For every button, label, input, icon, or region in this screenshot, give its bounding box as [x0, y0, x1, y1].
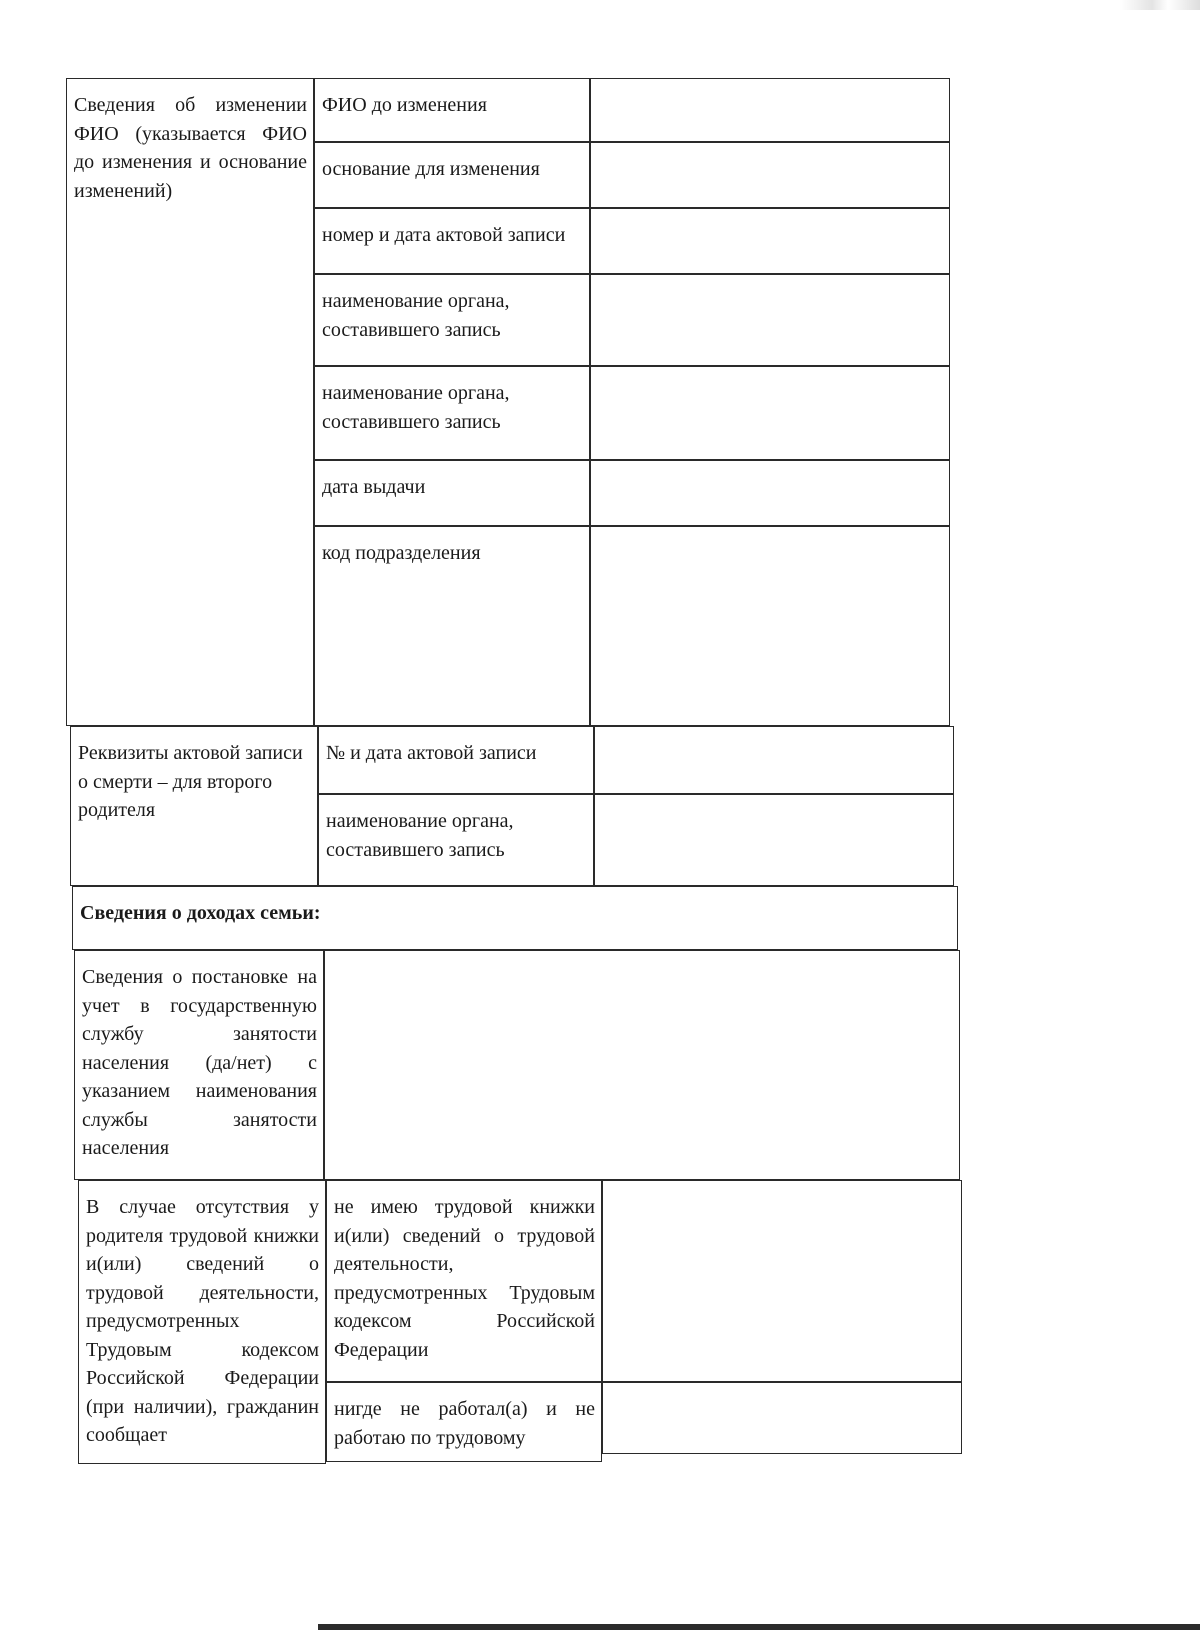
scan-artifact — [1120, 0, 1200, 10]
name-change-row-label: наименование органа, составившего запись — [314, 274, 590, 366]
income-heading: Сведения о доходах семьи: — [72, 886, 958, 950]
work-book-row-value[interactable] — [602, 1180, 962, 1382]
death-record-row-label: наименование органа, составившего запись — [318, 794, 594, 886]
employment-service-label: Сведения о постановке на учет в государственную службу занятости населения (да/нет) с указанием наименования службы занятости населения — [74, 950, 324, 1180]
work-book-label: В случае отсутствия у родителя трудовой книжки и(или) сведений о трудовой деятельности, предусмотренных Трудовым кодексом Российской Федерации (при наличии), гражданин сообщает — [78, 1180, 326, 1464]
name-change-row-value[interactable] — [590, 142, 950, 208]
name-change-label: Сведения об изменении ФИО (указывается ФИО до изменения и основание изменений) — [66, 78, 314, 726]
death-record-row-label: № и дата актовой записи — [318, 726, 594, 794]
work-book-row-value[interactable] — [602, 1382, 962, 1454]
name-change-row-value[interactable] — [590, 460, 950, 526]
employment-service-value[interactable] — [324, 950, 960, 1180]
death-record-row-value[interactable] — [594, 726, 954, 794]
death-record-row-value[interactable] — [594, 794, 954, 886]
name-change-row-value[interactable] — [590, 78, 950, 142]
work-book-row-label: нигде не работал(а) и не работаю по трудовому — [326, 1382, 602, 1462]
name-change-row-value[interactable] — [590, 366, 950, 460]
name-change-row-value[interactable] — [590, 526, 950, 726]
death-record-label: Реквизиты актовой записи о смерти – для второго родителя — [70, 726, 318, 886]
name-change-row-label: основание для изменения — [314, 142, 590, 208]
name-change-row-label: код подразделения — [314, 526, 590, 726]
work-book-row-label: не имею трудовой книжки и(или) сведений о трудовой деятельности, предусмотренных Трудовым кодексом Российской Федерации — [326, 1180, 602, 1382]
scan-edge-bar — [318, 1624, 1200, 1630]
name-change-row-label: ФИО до изменения — [314, 78, 590, 142]
name-change-row-label: наименование органа, составившего запись — [314, 366, 590, 460]
name-change-row-label: дата выдачи — [314, 460, 590, 526]
name-change-row-label: номер и дата актовой записи — [314, 208, 590, 274]
name-change-row-value[interactable] — [590, 274, 950, 366]
name-change-row-value[interactable] — [590, 208, 950, 274]
